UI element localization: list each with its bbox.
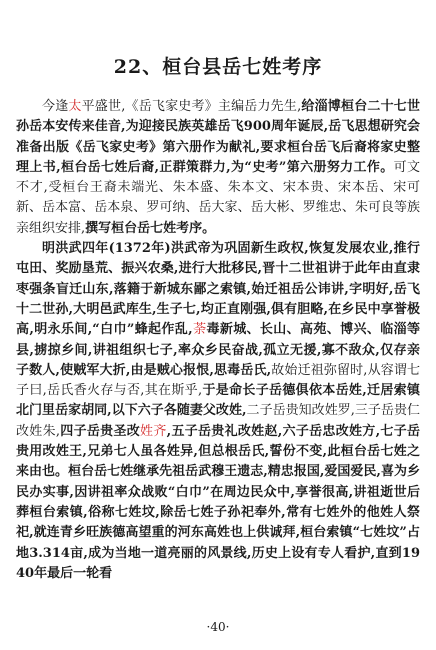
paragraph-1 [16, 97, 420, 239]
text-segment: 明洪武四年(1372年)洪武帝为巩固新生政权,恢复发展农业,推行屯田、奖励垦荒、振兴农桑,进行大批移民,晋十二世祖讲于此年由直隶枣强条盲迁山东,落籍于新城东鄙之索镇,始迁祖岳公讳讲,字明好,岳飞十二世孙,大明邑武库生,生子七,均正直刚强,俱有胆略,在乡民中享誉极高,明永乐间,“白巾”蜂起作乱, [16, 241, 420, 338]
text-segment: 荼 [192, 322, 207, 338]
text-segment: 二子岳贵知改姓罗,三子岳贵仁改姓朱, [16, 403, 420, 439]
body-text [16, 97, 420, 584]
text-segment: ,五子岳贵礼改姓赵,六子岳忠改姓方,七子岳贵用改姓王,兄弟七人虽各姓异,但总根岳氏,誓份不变,此桓台岳七姓之来由也。 [16, 423, 420, 480]
paragraph-2 [16, 239, 420, 584]
text-segment: 姓齐 [140, 423, 167, 439]
text-segment: 可文不才,受桓台王裔未端光、朱本盛、朱本文、宋本贵、宋本岳、宋可新、岳本富、岳本泉、罗可纳、岳大家、岳大彬、罗维忠、朱可良等族亲组织安排, [16, 159, 420, 236]
page-number: ·40· [206, 620, 230, 634]
text-segment: 平盛世,《岳飞家史考》主编岳力先生, [81, 99, 302, 114]
text-segment: 四子岳贵圣改 [60, 423, 141, 439]
text-segment: 桓台岳七姓继承先祖岳武穆王遗志,精忠报国,爱国爱民,喜为乡民办实事,因讲祖率众战败“白巾”在周边民众中,享誉很高,讲祖逝世后葬桓台索镇,俗称七姓坟,除岳七姓子孙祀奉外,常有七姓外的他姓人祭祀,就连青乡旺族德高望重的河东高姓也上供诚拜,桓台索镇“七姓坟”占地3.314亩,成为当地一道亮丽的风景线,历史上设有专人看护,直到1940年最后一轮看 [16, 464, 420, 581]
page-title: 22、桓台县岳七姓考序 [113, 56, 323, 78]
text-segment: 太 [68, 99, 82, 114]
text-segment: 于是命长子岳德俱依本岳姓,迁居索镇北门里岳家胡同,以下六子各随妻父改姓, [16, 383, 420, 419]
text-segment: 给淄博桓台二十七世孙岳本安传来佳音,为迎接民族英雄岳飞900周年诞辰,岳飞思想研究会准备出版《岳飞家史考》第六册作为献礼,要求桓台岳飞后裔将家史整理上书,桓台岳七姓后裔,正群策群力,为“史考”第六册努力工作。 [16, 99, 420, 175]
text-segment: 毒新城、长山、高苑、博兴、临淄等县,掳掠乡间,讲祖组织七子,率众乡民奋战,孤立无援,寡不敌众,仅存亲子数人,使贼军大折,由是贼心报恨,思毒岳氏, [16, 322, 420, 378]
text-segment: 撰写桓台岳七姓考序。 [85, 220, 216, 236]
text-segment: 今逢 [42, 99, 69, 114]
text-segment: 故始迁祖弥留时,从容谓七子曰,岳氏香火存与否,其在斯乎, [16, 362, 421, 399]
